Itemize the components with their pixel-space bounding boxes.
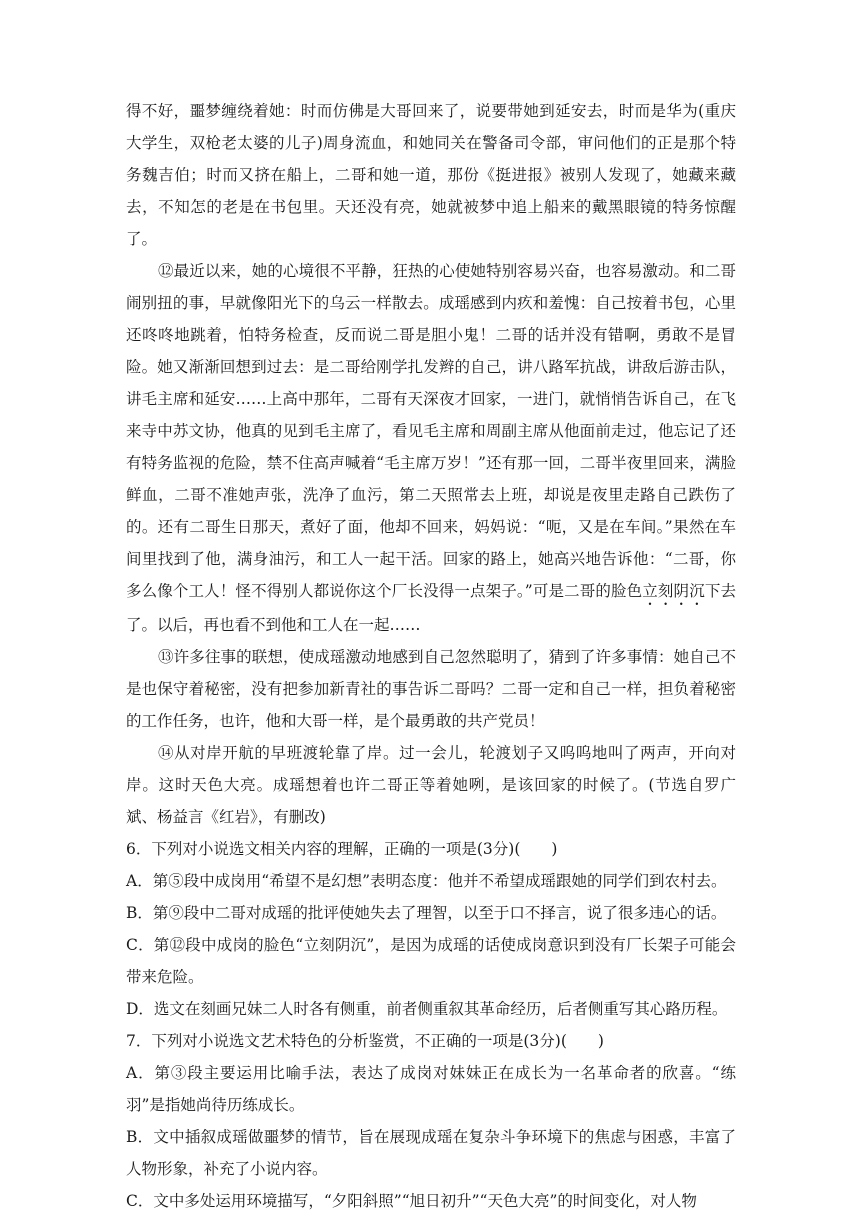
option-a: A．第③段主要运用比喻手法，表达了成岗对妹妹正在成长为一名革命者的欣喜。“练羽”是指她尚待历练成长。	[126, 1064, 736, 1114]
option-b: B．文中插叙成瑶做噩梦的情节，旨在展现成瑶在复杂斗争环境下的焦虑与困惑，丰富了人物形象，补充了小说内容。	[126, 1128, 736, 1178]
paragraph-12-text-a: ⑫最近以来，她的心境很不平静，狂热的心使她特别容易兴奋，也容易激动。和二哥闹别扭的事，早就像阳光下的乌云一样散去。成瑶感到内疚和羞愧：自己按着书包，心里还咚咚地跳着，怕特务检查，反而说二哥是胆小鬼！二哥的话并没有错啊，勇敢不是冒险。她又渐渐回想到过去：是二哥给刚学扎发辫的自己，讲八路军抗战，讲敌后游击队，讲毛主席和延安……上高中那年，二哥有天深夜才回家，一进门，就悄悄告诉自己，在飞来寺中苏文协，他真的见到毛主席了，看见毛主席和周副主席从他面前走过，他忘记了还有特务监视的危险，禁不住高声喊着“毛主席万岁！”还有那一回，二哥半夜里回来，满脸鲜血，二哥不准她声张，洗净了血污，第二天照常去上班，却说是夜里走路自己跌伤了的。还有二哥生日那天，煮好了面，他却不回来，妈妈说：“呃，又是在车间。”果然在车间里找到了他，满身油污，和工人一起干活。回家的路上，她高兴地告诉他：“二哥，你多么像个工人！怪不得别人都说你这个厂长没得一点架子。”可是二哥的脸色	[126, 262, 736, 600]
passage-paragraph-12	[126, 255, 736, 641]
option-d: D．选文在刻画兄妹二人时各有侧重，前者侧重叙其革命经历，后者侧重写其心路历程。	[126, 1000, 728, 1018]
page-content	[126, 95, 736, 1217]
option-c: C．第⑫段中成岗的脸色“立刻阴沉”，是因为成瑶的话使成岗意识到没有厂长架子可能会带来危险。	[126, 936, 736, 986]
option-a: A．第⑤段中成岗用“希望不是幻想”表明态度：他并不希望成瑶跟她的同学们到农村去。	[126, 872, 727, 890]
option-b: B．第⑨段中二哥对成瑶的批评使她失去了理智，以至于口不择言，说了很多违心的话。	[126, 904, 727, 922]
passage-paragraph-continued: 得不好，噩梦缠绕着她：时而仿佛是大哥回来了，说要带她到延安去，时而是华为(重庆大学生，双枪老太婆的儿子)周身流血，和她同关在警备司令部，审问他们的正是那个特务魏吉伯；时而又挤在船上，二哥和她一道，那份《挺进报》被别人发现了，她藏来藏去，不知怎的老是在书包里。天还没有亮，她就被梦中追上船来的戴黑眼镜的特务惊醒了。	[126, 102, 736, 248]
paragraph-12-text-b: 下去了。以后，再也看不到他和工人在一起……	[126, 582, 736, 634]
passage-paragraph-13: ⑬许多往事的联想，使成瑶激动地感到自己忽然聪明了，猜到了许多事情：她自己不是也保守着秘密，没有把参加新青社的事告诉二哥吗？二哥一定和自己一样，担负着秘密的工作任务，也许，他和大哥一样，是个最勇敢的共产党员！	[126, 648, 736, 730]
question-stem: 7．下列对小说选文艺术特色的分析鉴赏，不正确的一项是(3分)( )	[126, 1032, 604, 1050]
emphasized-phrase: 立刻阴沉	[642, 582, 705, 600]
passage-paragraph-14: ⑭从对岸开航的早班渡轮靠了岸。过一会儿，轮渡划子又呜呜地叫了两声，开向对岸。这时天色大亮。成瑶想着也许二哥正等着她咧，是该回家的时候了。(节选自罗广斌、杨益言《红岩》，有删改)	[126, 744, 736, 826]
question-stem: 6．下列对小说选文相关内容的理解，正确的一项是(3分)( )	[126, 840, 558, 858]
option-c: C．文中多处运用环境描写，“夕阳斜照”“旭日初升”“天色大亮”的时间变化，对人物	[126, 1192, 697, 1210]
question-7	[126, 1025, 736, 1217]
question-6	[126, 833, 736, 1025]
